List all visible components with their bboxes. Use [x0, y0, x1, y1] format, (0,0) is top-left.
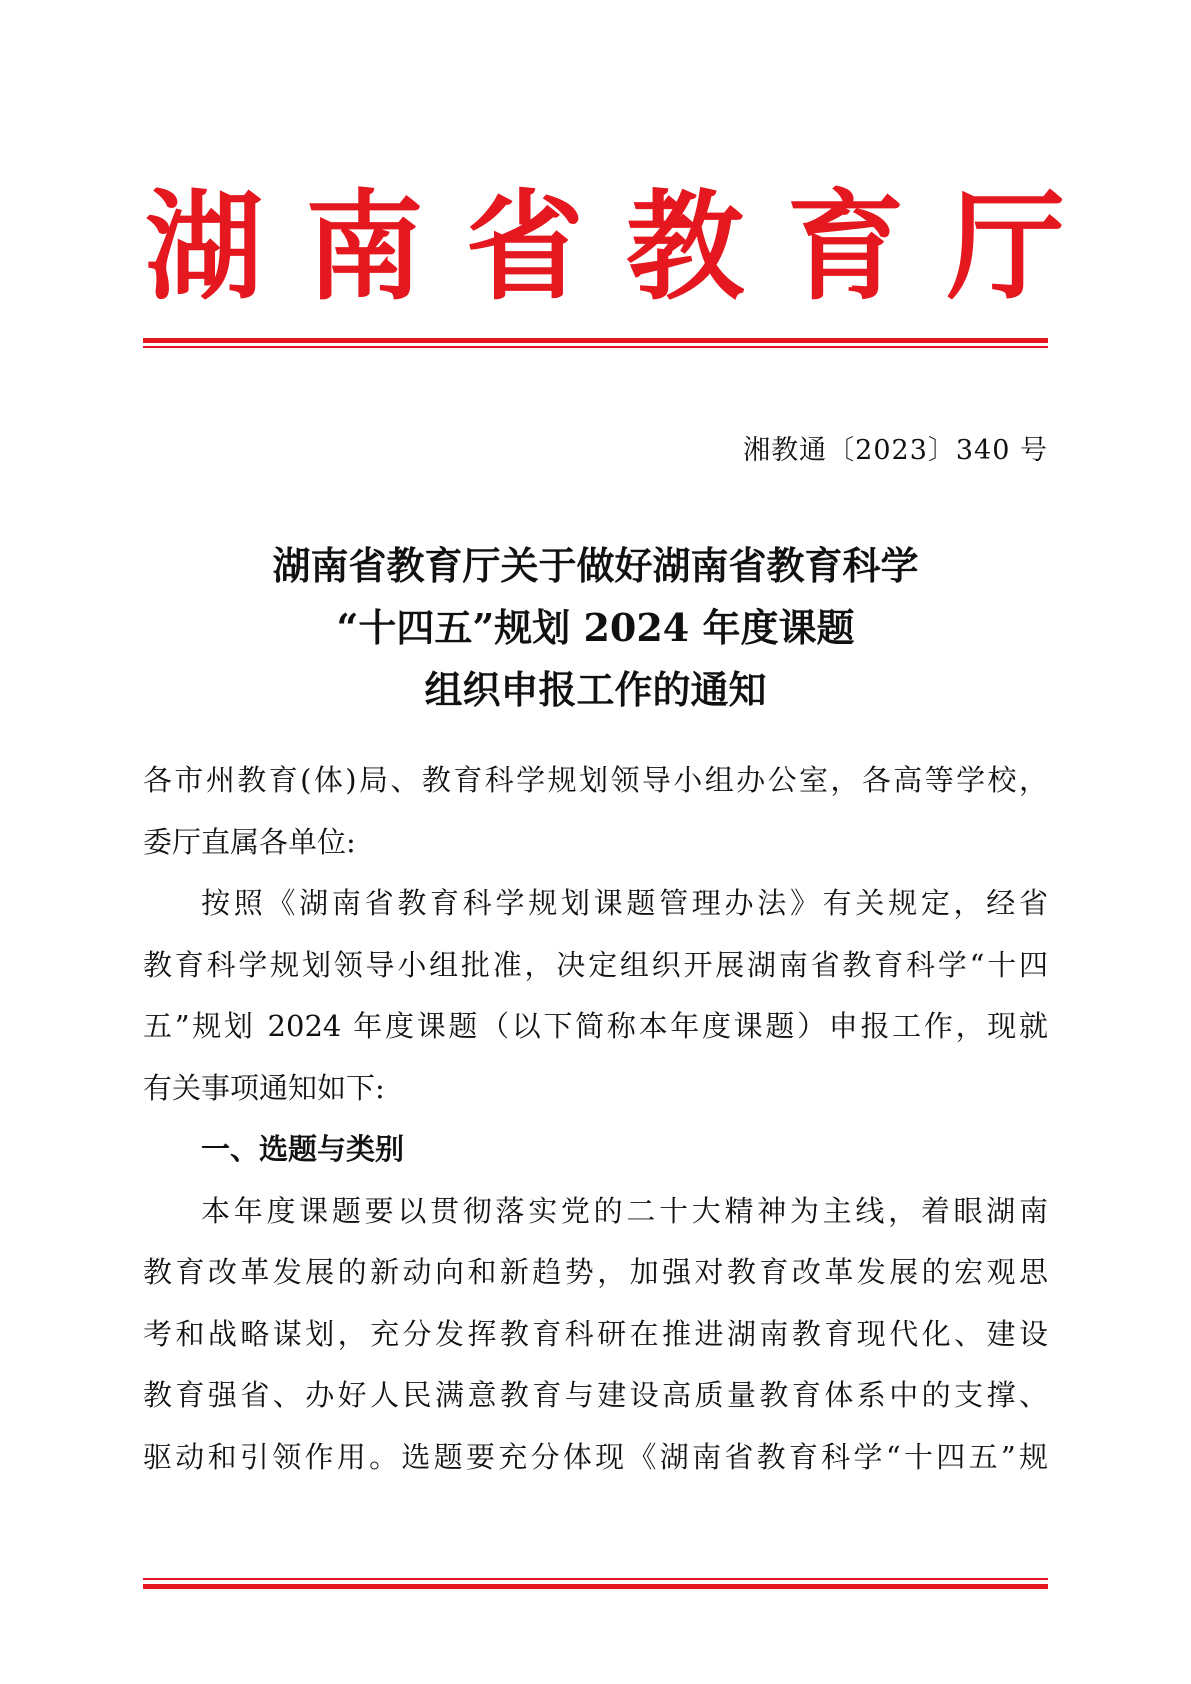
- intro-line: 按照《湖南省教育科学规划课题管理办法》有关规定，经省: [201, 886, 1048, 920]
- intro-line: 教育科学规划领导小组批准，决定组织开展湖南省教育科学“十四: [143, 947, 1048, 982]
- header-char: 湖: [145, 177, 264, 316]
- header-divider-thick: [143, 338, 1048, 343]
- header-divider-thin: [143, 346, 1048, 348]
- title-line: “十四五”规划 2024 年度课题: [336, 605, 855, 650]
- agency-header-title: [145, 172, 1065, 322]
- footer-divider-thick: [143, 1584, 1048, 1589]
- intro-line: 有关事项通知如下:: [143, 1070, 385, 1105]
- document-title: [0, 535, 1191, 721]
- section-heading: 一、选题与类别: [201, 1132, 405, 1166]
- section-line: 考和战略谋划，充分发挥教育科研在推进湖南教育现代化、建设: [143, 1316, 1048, 1351]
- intro-line: 五”规划 2024 年度课题（以下简称本年度课题）申报工作，现就: [143, 1009, 1048, 1043]
- header-char: 厅: [946, 177, 1065, 316]
- section-line: 驱动和引领作用。选题要充分体现《湖南省教育科学“十四五”规: [143, 1439, 1048, 1474]
- header-char: 省: [465, 177, 584, 316]
- header-char: 南: [305, 177, 424, 316]
- title-line: 湖南省教育厅关于做好湖南省教育科学: [272, 543, 919, 588]
- header-char: 育: [786, 177, 905, 316]
- addressee-line: 委厅直属各单位:: [143, 824, 356, 859]
- section-line: 教育强省、办好人民满意教育与建设高质量教育体系中的支撑、: [143, 1378, 1048, 1412]
- document-body: [143, 750, 1048, 1488]
- section-line: 教育改革发展的新动向和新趋势，加强对教育改革发展的宏观思: [143, 1255, 1048, 1289]
- addressee-line: 各市州教育(体)局、教育科学规划领导小组办公室，各高等学校，: [143, 763, 1048, 797]
- footer-divider-thin: [143, 1578, 1048, 1580]
- title-line: 组织申报工作的通知: [424, 667, 767, 712]
- header-char: 教: [626, 177, 745, 316]
- document-number: 湘教通〔2023〕340 号: [743, 435, 1048, 466]
- section-line: 本年度课题要以贯彻落实党的二十大精神为主线，着眼湖南: [201, 1193, 1048, 1228]
